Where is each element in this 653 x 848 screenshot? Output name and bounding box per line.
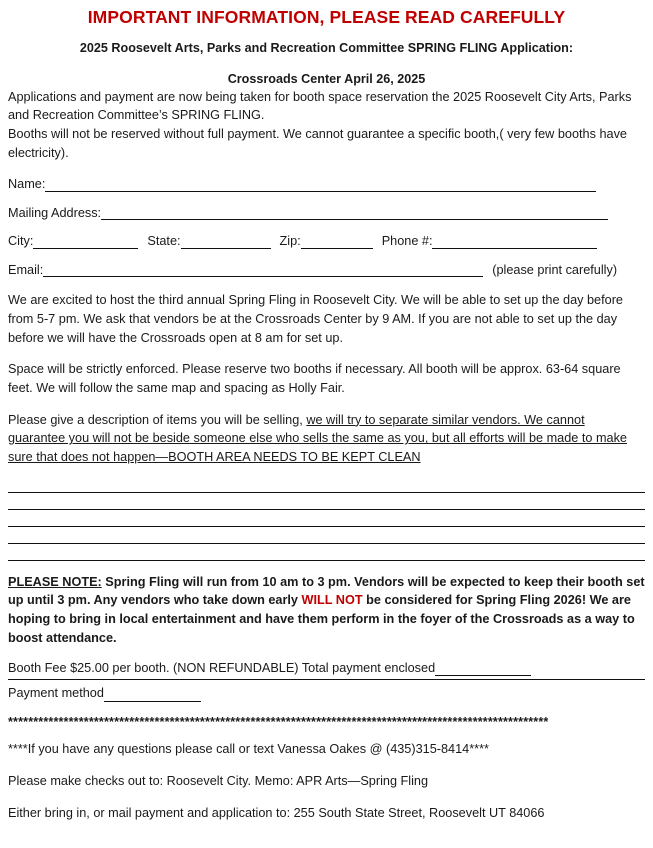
booth-fee-row xyxy=(8,660,645,680)
subtitle-line-1: 2025 Roosevelt Arts, Parks and Recreation Committee SPRING FLING Application: xyxy=(79,40,574,55)
writing-line[interactable] xyxy=(8,510,645,527)
description-writing-lines xyxy=(8,476,645,561)
booth-fee-label: Booth Fee $25.00 per booth. (NON REFUNDABLE) Total payment enclosed xyxy=(8,661,436,676)
intro-paragraph-booths: Booths will not be reserved without full payment. We cannot guarantee a specific booth,( very few booths have electricity). xyxy=(8,126,627,160)
paragraph-space-enforcement: Space will be strictly enforced. Please reserve two booths if necessary. All booth will be approx. 63-64 square feet. We will follow the same map and spacing as Holly Fair. xyxy=(8,362,621,395)
footer-mail-line: Either bring in, or mail payment and application to: 255 South State Street, Roosevelt UT 84066 xyxy=(8,805,545,820)
mailing-address-label: Mailing Address: xyxy=(8,205,102,220)
page-title: IMPORTANT INFORMATION, PLEASE READ CAREFULLY xyxy=(87,7,566,27)
field-row-name xyxy=(8,176,645,193)
description-plain-text: Please give a description of items you will be selling, xyxy=(8,412,307,427)
subtitle-line-2: Crossroads Center April 26, 2025 xyxy=(227,72,426,87)
payment-method-row xyxy=(8,685,645,702)
phone-label: Phone #: xyxy=(381,234,433,249)
email-label: Email: xyxy=(8,262,44,277)
field-row-mailing-address xyxy=(8,205,645,222)
intro-paragraph-applications: Applications and payment are now being taken for booth space reservation the 2025 Roosevelt City Arts, Parks and Recreation Committee’s SPRING FLING. xyxy=(8,89,632,123)
please-note-emphasis: WILL NOT xyxy=(301,593,363,608)
name-label: Name: xyxy=(8,177,46,192)
mailing-address-input-rule[interactable] xyxy=(101,206,608,220)
name-input-rule[interactable] xyxy=(45,178,596,192)
footer-checks-line: Please make checks out to: Roosevelt City. Memo: APR Arts—Spring Fling xyxy=(8,774,429,789)
writing-line[interactable] xyxy=(8,476,645,493)
writing-line[interactable] xyxy=(8,544,645,561)
application-document-page xyxy=(0,7,653,848)
field-row-city-state-zip-phone xyxy=(8,233,645,250)
email-input-rule[interactable] xyxy=(43,263,483,277)
writing-line[interactable] xyxy=(8,493,645,510)
city-input-rule[interactable] xyxy=(33,235,138,249)
city-label: City: xyxy=(8,234,34,249)
field-row-email xyxy=(8,262,645,279)
paragraph-setup-times: We are excited to host the third annual Spring Fling in Roosevelt City. We will be able to set up the day before from 5-7 pm. We ask that vendors be at the Crossroads Center by 9 AM. If you are not able to set up the day before we will have the Crossroads open at 8 am for set up. xyxy=(8,293,623,345)
paragraph-item-description xyxy=(8,411,645,467)
payment-method-label: Payment method xyxy=(8,686,104,701)
total-payment-input-rule[interactable] xyxy=(435,662,531,676)
zip-label: Zip: xyxy=(279,234,301,249)
payment-method-input-rule[interactable] xyxy=(104,688,201,702)
writing-line[interactable] xyxy=(8,527,645,544)
footer-contact-line: ****If you have any questions please call or text Vanessa Oakes @ (435)315-8414**** xyxy=(8,742,489,757)
email-hint: (please print carefully) xyxy=(492,262,618,277)
phone-input-rule[interactable] xyxy=(432,235,597,249)
zip-input-rule[interactable] xyxy=(301,235,373,249)
state-input-rule[interactable] xyxy=(181,235,271,249)
asterisk-divider: *********************************************************************************************************** xyxy=(8,715,549,729)
please-note-text-part-1: Spring Fling will run from 10 am to 3 pm. Vendors will be expected to keep their booth set up until 3 pm. Any vendors who take down early xyxy=(8,574,645,608)
please-note-text-part-2: be considered for Spring Fling 2026! We are hoping to bring in local entertainment and have them perform in the foyer of the Crossroads as a way to boost attendance. xyxy=(8,593,635,645)
paragraph-please-note xyxy=(8,573,645,648)
description-underlined-text: we will try to separate similar vendors. We cannot guarantee you will not be beside someone else who sells the same as you, but all efforts will be made to make sure that does not happen—BOOTH AREA NEEDS TO BE KEPT CLEAN xyxy=(8,412,627,464)
state-label: State: xyxy=(147,234,181,249)
please-note-heading: PLEASE NOTE: xyxy=(8,574,102,589)
